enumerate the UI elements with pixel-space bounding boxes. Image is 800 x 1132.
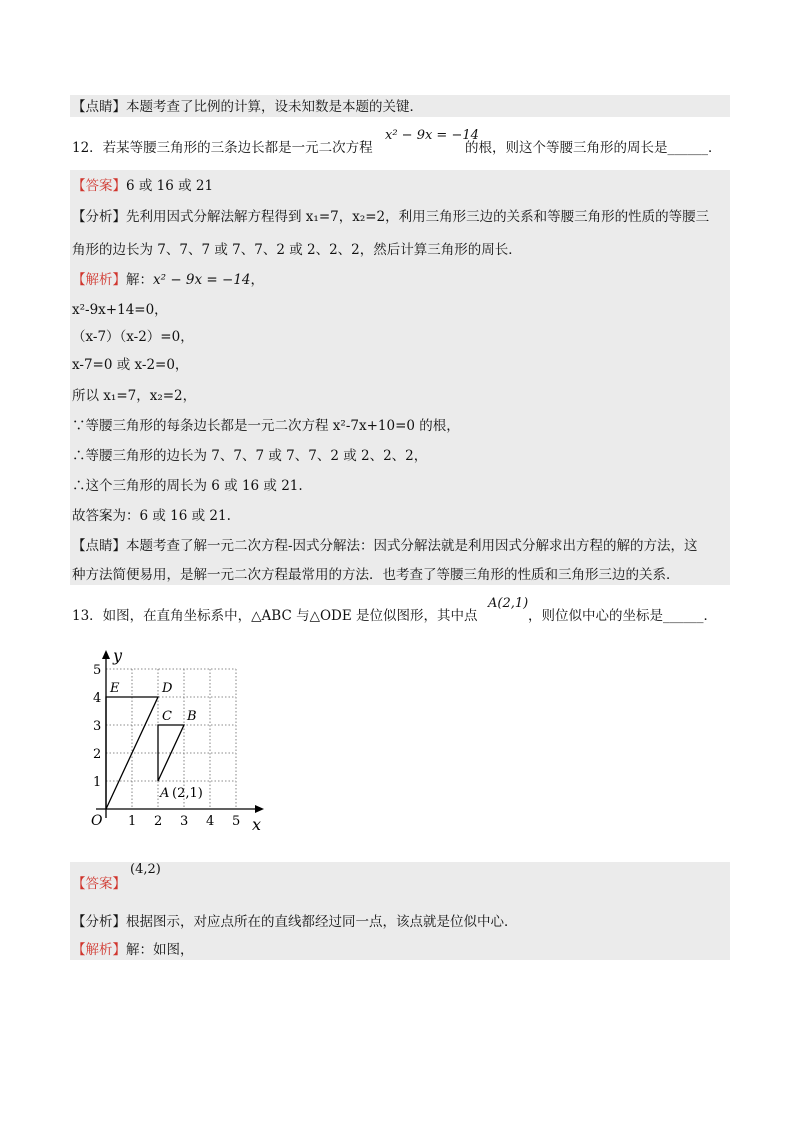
point-label-b: B bbox=[187, 709, 197, 724]
analysis-text: 根据图示，对应点所在的直线都经过同一点，该点就是位似中心． bbox=[126, 914, 518, 930]
x-axis-arrow bbox=[255, 805, 264, 813]
y-tick-2: 2 bbox=[93, 747, 102, 762]
q12-equation: x² − 9x = −14 bbox=[385, 128, 479, 143]
q13-answer bbox=[72, 874, 126, 894]
comment-text: 本题考查了比例的计算，设未知数是本题的关键． bbox=[126, 99, 423, 115]
point-a-coordinate: (2,1) bbox=[172, 786, 203, 801]
y-tick-3: 3 bbox=[93, 719, 102, 734]
x-tick-4: 4 bbox=[206, 814, 215, 829]
comment-tag: 【点睛】 bbox=[72, 99, 126, 115]
solution-step-1: x²-9x+14=0， bbox=[72, 302, 168, 318]
comment-text-1: 本题考查了解一元二次方程-因式分解法：因式分解法就是利用因式分解求出方程的解的方法，这 bbox=[126, 538, 698, 554]
y-tick-1: 1 bbox=[93, 775, 102, 790]
answer-tag: 【答案】 bbox=[72, 876, 126, 892]
q12-comment-line-2: 种方法简便易用，是解一元二次方程最常用的方法．也考查了等腰三角形的性质和三角形三边的关系． bbox=[72, 567, 680, 583]
answer-text: 6 或 16 或 21 bbox=[126, 178, 214, 194]
x-tick-5: 5 bbox=[232, 814, 241, 829]
q12-suffix: 的根，则这个等腰三角形的周长是______． bbox=[465, 140, 722, 156]
solution-step-6: ∴等腰三角形的边长为 7、7、7 或 7、7、2 或 2、2、2， bbox=[72, 448, 428, 464]
solution-step-3: x-7=0 或 x-2=0， bbox=[72, 357, 189, 373]
y-axis-label: y bbox=[113, 646, 123, 665]
comment-tag: 【点睛】 bbox=[72, 538, 126, 554]
answer-tag: 【答案】 bbox=[72, 178, 126, 194]
point-label-d: D bbox=[162, 681, 173, 696]
question-12 bbox=[72, 138, 373, 158]
y-axis-arrow bbox=[102, 650, 110, 659]
analysis-text-1: 先利用因式分解法解方程得到 x₁=7，x₂=2，利用三角形三边的关系和等腰三角形的性质的等腰三 bbox=[126, 209, 710, 225]
y-tick-5: 5 bbox=[93, 663, 102, 678]
solution-step-4: 所以 x₁=7，x₂=2， bbox=[72, 388, 197, 404]
coordinate-figure bbox=[80, 640, 280, 840]
x-tick-3: 3 bbox=[180, 814, 189, 829]
q12-answer bbox=[72, 176, 213, 196]
solution-equation: x² − 9x = −14 bbox=[153, 272, 251, 288]
q12-comment-line-1 bbox=[72, 536, 698, 556]
q13-analysis bbox=[72, 912, 518, 932]
solution-head: 解： bbox=[126, 272, 153, 288]
solution-text: 解：如图， bbox=[126, 942, 194, 958]
point-label-e: E bbox=[110, 681, 120, 696]
x-axis-label: x bbox=[252, 815, 262, 834]
solution-step-5: ∵等腰三角形的每条边长都是一元二次方程 x²-7x+10=0 的根， bbox=[72, 418, 460, 434]
solution-head-tail: ， bbox=[250, 272, 265, 288]
q13-solution bbox=[72, 940, 194, 960]
q12-solution-head bbox=[72, 270, 264, 290]
origin-label: O bbox=[91, 813, 103, 829]
analysis-tag: 【分析】 bbox=[72, 209, 126, 225]
solution-step-8: 故答案为：6 或 16 或 21. bbox=[72, 508, 231, 524]
q13-answer-value: (4,2) bbox=[130, 862, 161, 877]
q12-analysis-line-1 bbox=[72, 207, 709, 227]
x-tick-1: 1 bbox=[128, 814, 137, 829]
analysis-tag: 【分析】 bbox=[72, 914, 126, 930]
solution-step-7: ∴这个三角形的周长为 6 或 16 或 21. bbox=[72, 478, 303, 494]
solution-step-2: （x-7）（x-2）=0， bbox=[72, 329, 194, 345]
solution-tag: 【解析】 bbox=[72, 942, 126, 958]
q13-point: A(2,1) bbox=[488, 596, 529, 611]
question-13-suffix: ，则位似中心的坐标是______． bbox=[528, 608, 717, 624]
solution-tag: 【解析】 bbox=[72, 272, 126, 288]
point-label-c: C bbox=[162, 709, 172, 724]
point-label-a: A bbox=[160, 786, 170, 801]
q12-analysis-line-2: 角形的边长为 7、7、7 或 7、7、2 或 2、2、2，然后计算三角形的周长． bbox=[72, 242, 522, 258]
top-comment bbox=[72, 97, 423, 117]
y-tick-4: 4 bbox=[93, 691, 102, 706]
x-tick-2: 2 bbox=[154, 814, 163, 829]
q12-prefix: 12．若某等腰三角形的三条边长都是一元二次方程 bbox=[72, 140, 373, 156]
question-13-prefix: 13．如图，在直角坐标系中，△ABC 与△ODE 是位似图形，其中点 bbox=[72, 608, 478, 624]
